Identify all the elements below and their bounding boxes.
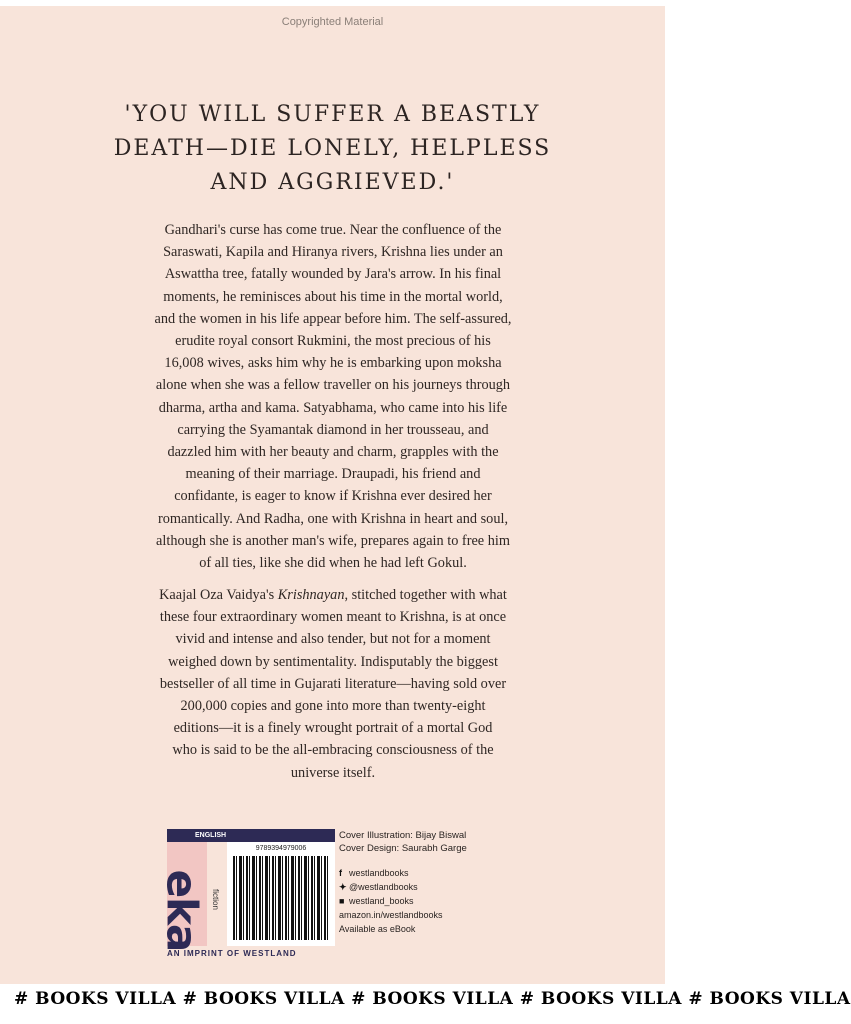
design-credit: Cover Design: Saurabh Garge [339, 843, 467, 854]
eka-logo-panel [157, 842, 207, 952]
publisher-links [339, 866, 539, 936]
social-facebook [339, 866, 539, 880]
blurb-line: and the women in his life appear before him. The self-assured, [154, 310, 512, 327]
blurb-line: weighed down by sentimentality. Indisputably the biggest [168, 653, 498, 670]
blurb-line: dharma, artha and kama. Satyabhama, who came into his life [158, 399, 508, 416]
social-twitter [339, 880, 539, 894]
blurb-line: bestseller of all time in Gujarati literature—having sold over [159, 675, 507, 692]
blurb-line: who is said to be the all-embracing consciousness of the [172, 742, 494, 759]
blurb-line: these four extraordinary women meant to Krishna, is at once [159, 609, 507, 626]
isbn-text: 9789394979006 [255, 845, 307, 852]
blurb-line: Aswattha tree, fatally wounded by Jara's arrow. In his final [164, 266, 502, 283]
headline-line: 'YOU WILL SUFFER A BEASTLY [124, 102, 541, 127]
blurb-line: universe itself. [290, 764, 376, 781]
social-handle: westlandbooks [349, 868, 409, 878]
eka-logo: eka [157, 869, 207, 952]
language-label: ENGLISH [167, 829, 335, 842]
blurb-line: alone when she was a fellow traveller on his journeys through [155, 377, 511, 394]
blurb-line: dazzled him with her beauty and charm, grapples with the [167, 444, 499, 461]
blurb-line: editions—it is a finely wrought portrait of a mortal God [173, 720, 493, 737]
headline-line: DEATH—DIE LONELY, HELPLESS [113, 136, 552, 161]
imprint-block [157, 829, 335, 952]
cover-credits [339, 829, 539, 855]
blurb-line: although she is another man's wife, prepares again to free him [156, 532, 510, 549]
blurb-line: meaning of their marriage. Draupadi, his friend and [185, 466, 481, 483]
ebook-note: Available as eBook [339, 924, 416, 934]
social-handle: westland_books [349, 896, 414, 906]
twitter-icon: ✦ [339, 882, 347, 892]
blurb-paragraph-2 [96, 584, 570, 784]
barcode-icon [233, 856, 329, 940]
facebook-icon: f [339, 868, 342, 878]
book-title-italic: Krishnayan [277, 587, 345, 603]
blurb-line: vivid and intense and also tender, but not for a moment [175, 631, 491, 648]
copyright-notice: Copyrighted Material [281, 16, 384, 28]
blurb-line: confidante, is eager to know if Krishna ever desired her [174, 488, 492, 505]
genre-label: fiction [210, 889, 220, 910]
blurb-text: Kaajal Oza Vaidya's [159, 587, 278, 603]
blurb-line: Gandhari's curse has come true. Near the confluence of the [164, 222, 502, 238]
blurb-line: carrying the Syamantak diamond in her trousseau, and [177, 421, 489, 438]
blurb-paragraph-1 [96, 219, 570, 574]
amazon-link: amazon.in/westlandbooks [339, 910, 443, 920]
instagram-icon: ■ [339, 896, 345, 906]
blurb-line: 200,000 copies and gone into more than twenty-eight [180, 698, 486, 715]
illustration-credit: Cover Illustration: Bijay Biswal [339, 830, 467, 841]
blurb-line: of all ties, like she did when he had left Gokul. [199, 555, 467, 572]
blurb-line: erudite royal consort Rukmini, the most precious of his [175, 333, 491, 350]
blurb-line: Saraswati, Kapila and Hiranya rivers, Krishna lies under an [163, 244, 503, 261]
imprint-tagline: AN IMPRINT OF WESTLAND [167, 949, 297, 958]
top-strip [0, 0, 665, 6]
blurb-text: , stitched together with what [344, 587, 507, 603]
headline-quote [60, 98, 605, 200]
headline-line: AND AGGRIEVED.' [210, 170, 455, 195]
blurb-line: moments, he reminisces about his time in the mortal world, [163, 288, 503, 305]
social-instagram [339, 894, 539, 908]
blurb-line [96, 584, 570, 606]
blurb-line: romantically. And Radha, one with Krishna in heart and soul, [157, 510, 509, 527]
barcode-panel [227, 842, 335, 946]
social-handle: @westlandbooks [349, 882, 418, 892]
blurb-line: 16,008 wives, asks him why he is embarking upon moksha [164, 355, 502, 372]
watermark-text: # BOOKS VILLA # BOOKS VILLA # BOOKS VILLA # BOOKS VILLA # BOOKS VILLA [14, 989, 851, 1009]
